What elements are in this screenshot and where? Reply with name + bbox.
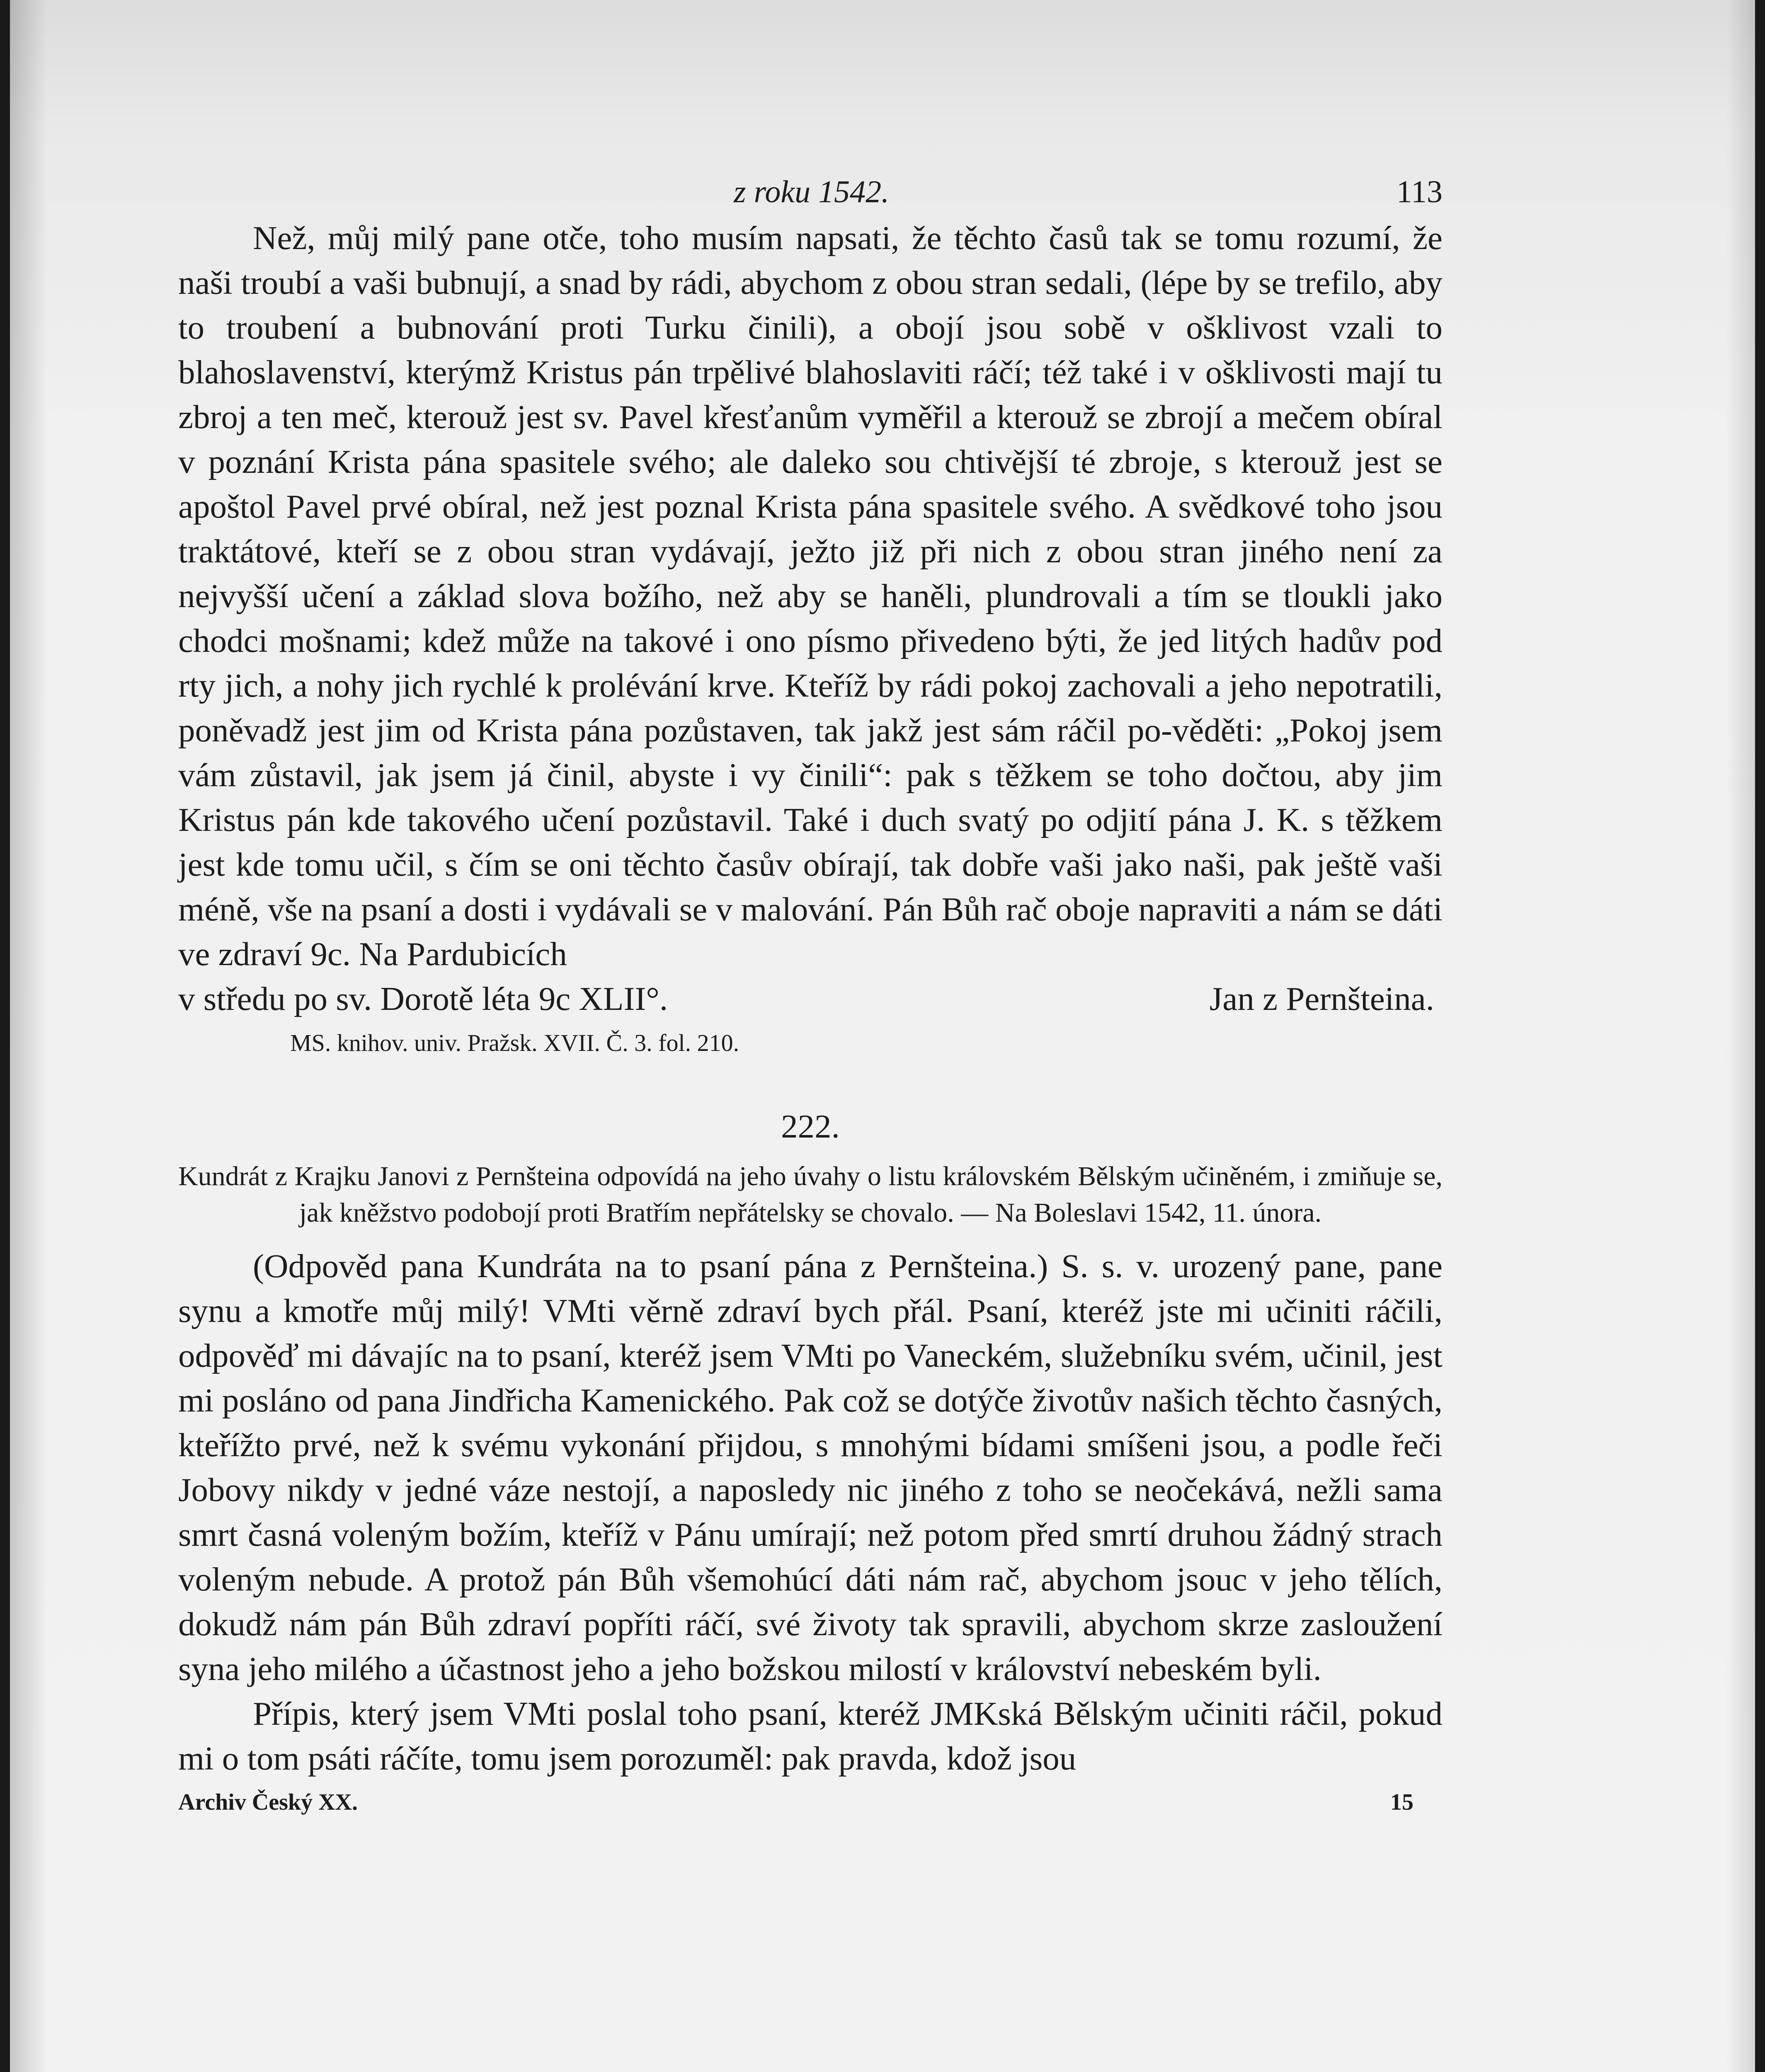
letter-body: Než, můj milý pane otče, toho musím napsati, že těchto časů tak se tomu rozumí, že naši troubí a vaši bubnují, a snad by rádi, abychom z obou stran sedali, (lépe by se trefilo, aby to troubení a bubnování proti Turku činili), a obojí jsou sobě v ošklivost vzali to blahoslavenství, kterýmž Kristus pán trpělivé blahoslaviti ráčí; též také i v ošklivosti mají tu zbroj a ten meč, kterouž jest sv. Pavel křesťanům vyměřil a kterouž se zbrojí a mečem obíral v poznání Krista pána spasitele svého; ale daleko sou chtivější té zbroje, s kterouž jest se apoštol Pavel prvé obíral, než jest poznal Krista pána spasitele svého. A svědkové toho jsou traktátové, kteří se z obou stran vydávají, ježto již při nich z obou stran jiného není za nejvyšší učení a základ slova božího, než aby se haněli, plundrovali a tím se tloukli jako chodci mošnami; kdež může na takové i ono písmo přivedeno býti, že jed litých hadův pod rty jich, a nohy jich rychlé k prolévání krve. Kteříž by rádi pokoj zachovali a jeho nepotratili, poněvadž jest jim od Krista pána pozůstaven, tak jakž jest sám ráčil po-věděti: „Pokoj jsem vám zůstavil, jak jsem já činil, abyste i vy činili“: pak s těžkem se toho dočtou, aby jim Kristus pán kde takového učení pozůstavil. Také i duch svatý po odjití pána J. K. s těžkem jest kde tomu učil, s čím se oni těchto časův obírají, tak dobře vaši jako naši, pak ještě vaši méně, vše na psaní a dosti i vydávali se v malování. Pán Bůh rač oboje napraviti a nám se dáti ve zdraví 9c. Na Pardubicích	[178, 219, 1443, 973]
document-summary: Kundrát z Krajku Janovi z Pernšteina odpovídá na jeho úvahy o listu královském Bělským učiněném, i zmiňuje se, jak kněžstvo podobojí proti Bratřím nepřátelsky se chovalo. — Na Boleslavi 1542, 11. února.	[178, 1161, 1443, 1228]
scan-shadow-right	[1726, 0, 1755, 2072]
signature-mark: Archiv Český XX.	[178, 1789, 358, 1815]
closing-date: v středu po sv. Dorotě léta 9c XLII°.	[178, 980, 668, 1017]
running-head: z roku 1542.	[734, 174, 890, 209]
signature: Jan z Pernšteina.	[1209, 980, 1434, 1017]
document-paragraph-2: Přípis, který jsem VMti poslal toho psaní, kteréž JMKská Bělským učiniti ráčil, pokud mi o tom psáti ráčíte, tomu jsem porozuměl: pak pravda, kdož jsou	[178, 1695, 1443, 1777]
scan-shadow-left	[10, 0, 47, 2072]
letter-closing	[178, 976, 1443, 1021]
sheet-number: 15	[1390, 1789, 1413, 1815]
page-header	[178, 166, 1443, 215]
text-block	[178, 166, 1443, 1815]
document-paragraph-1: (Odpověd pana Kundráta na to psaní pána z Pernšteina.) S. s. v. urozený pane, pane synu a kmotře můj milý! VMti věrně zdraví bych přál. Psaní, kteréž jste mi učiniti ráčili, odpověď mi dávajíc na to psaní, kteréž jsem VMti po Vaneckém, služebníku svém, učinil, jest mi posláno od pana Jindřicha Kamenického. Pak což se dotýče životův našich těchto časných, kteřížto prvé, než k svému vykonání přijdou, s mnohými bídami smíšeni jsou, a podle řeči Jobovy nikdy v jedné váze nestojí, a naposledy nic jiného z toho se neočekává, nežli sama smrt časná voleným božím, kteříž v Pánu umírají; než potom před smrtí druhou žádný strach voleným nebude. A protož pán Bůh všemohúcí dáti nám rač, abychom jsouc v jeho tělích, dokudž nám pán Bůh zdraví popříti ráčí, své životy tak spravili, abychom skrze zasloužení syna jeho milého a účastnost jeho a jeho božskou milostí v království nebeském byli.	[178, 1247, 1443, 1687]
page-footer	[178, 1789, 1443, 1815]
book-page	[10, 0, 1755, 2072]
document-number: 222.	[781, 1108, 840, 1145]
page-number: 113	[1396, 174, 1443, 209]
source-note: MS. knihov. univ. Pražsk. XVII. Č. 3. fol. 210.	[290, 1029, 739, 1056]
